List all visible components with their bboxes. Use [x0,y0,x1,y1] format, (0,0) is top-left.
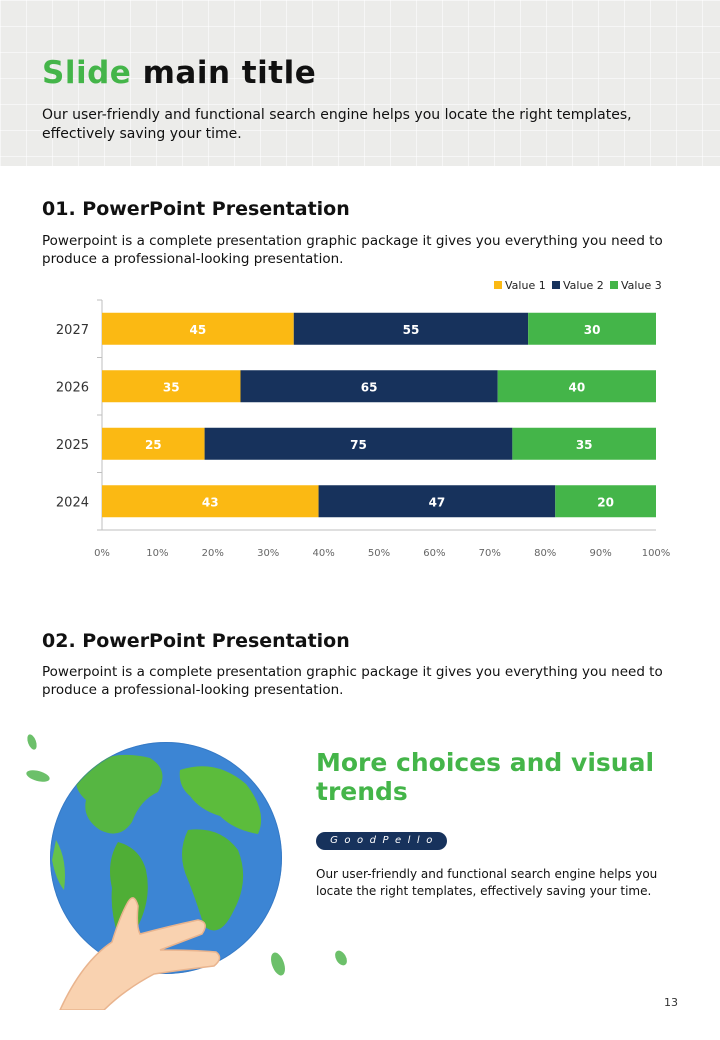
stacked-bar-chart [40,272,680,572]
slide-title-accent: Slide [42,55,132,91]
x-tick-label: 0% [94,548,110,559]
data-label: 65 [360,380,378,395]
globe-hand-image [20,730,300,1010]
x-tick-label: 80% [534,548,557,559]
data-label: 55 [402,322,420,337]
data-label: 45 [189,322,207,337]
promo-text: Our user-friendly and functional search engine helps you locate the right templates, effectively saving your time. [316,867,658,898]
x-tick-label: 70% [478,548,501,559]
section1-title: 01. PowerPoint Presentation [42,198,350,220]
promo-heading: More choices and visual trends [316,748,655,806]
x-tick-label: 30% [257,548,280,559]
data-label: 35 [575,437,593,452]
section2-title: 02. PowerPoint Presentation [42,630,350,652]
data-label: 20 [597,495,614,510]
data-label: 30 [583,322,601,337]
data-label: 40 [568,380,586,395]
slide-title [42,55,316,91]
x-tick-label: 10% [146,548,169,559]
page-number: 13 [664,996,678,1009]
brand-badge: GoodPello [316,832,447,850]
data-label: 47 [428,495,446,510]
slide-title-rest: main title [142,55,317,91]
section2-body: Powerpoint is a complete presentation graphic package it gives you everything you need to produce a professional-looking presentation. [42,664,663,698]
x-tick-label: 90% [589,548,612,559]
category-label: 2025 [55,437,89,453]
legend-swatch [552,281,560,289]
x-tick-label: 40% [312,548,335,559]
x-tick-label: 100% [641,548,671,559]
legend-swatch [494,281,502,289]
data-label: 75 [350,437,367,452]
leaf-icon [332,948,350,968]
category-label: 2026 [55,380,89,396]
legend-label: Value 1 [505,279,546,292]
x-tick-label: 20% [201,548,224,559]
data-label: 25 [144,437,162,452]
slide-subtitle: Our user-friendly and functional search engine helps you locate the right templates, effectively saving your time. [42,107,632,142]
x-tick-label: 50% [367,548,391,559]
section1-body: Powerpoint is a complete presentation graphic package it gives you everything you need to produce a professional-looking presentation. [42,233,663,267]
header-band [0,0,720,166]
legend-swatch [610,281,618,289]
legend-label: Value 2 [563,279,604,292]
legend-label: Value 3 [621,279,662,292]
category-label: 2024 [55,495,89,511]
x-tick-label: 60% [423,548,446,559]
category-label: 2027 [55,322,89,338]
globe-illustration [20,730,300,1010]
data-label: 43 [201,495,219,510]
data-label: 35 [162,380,180,395]
